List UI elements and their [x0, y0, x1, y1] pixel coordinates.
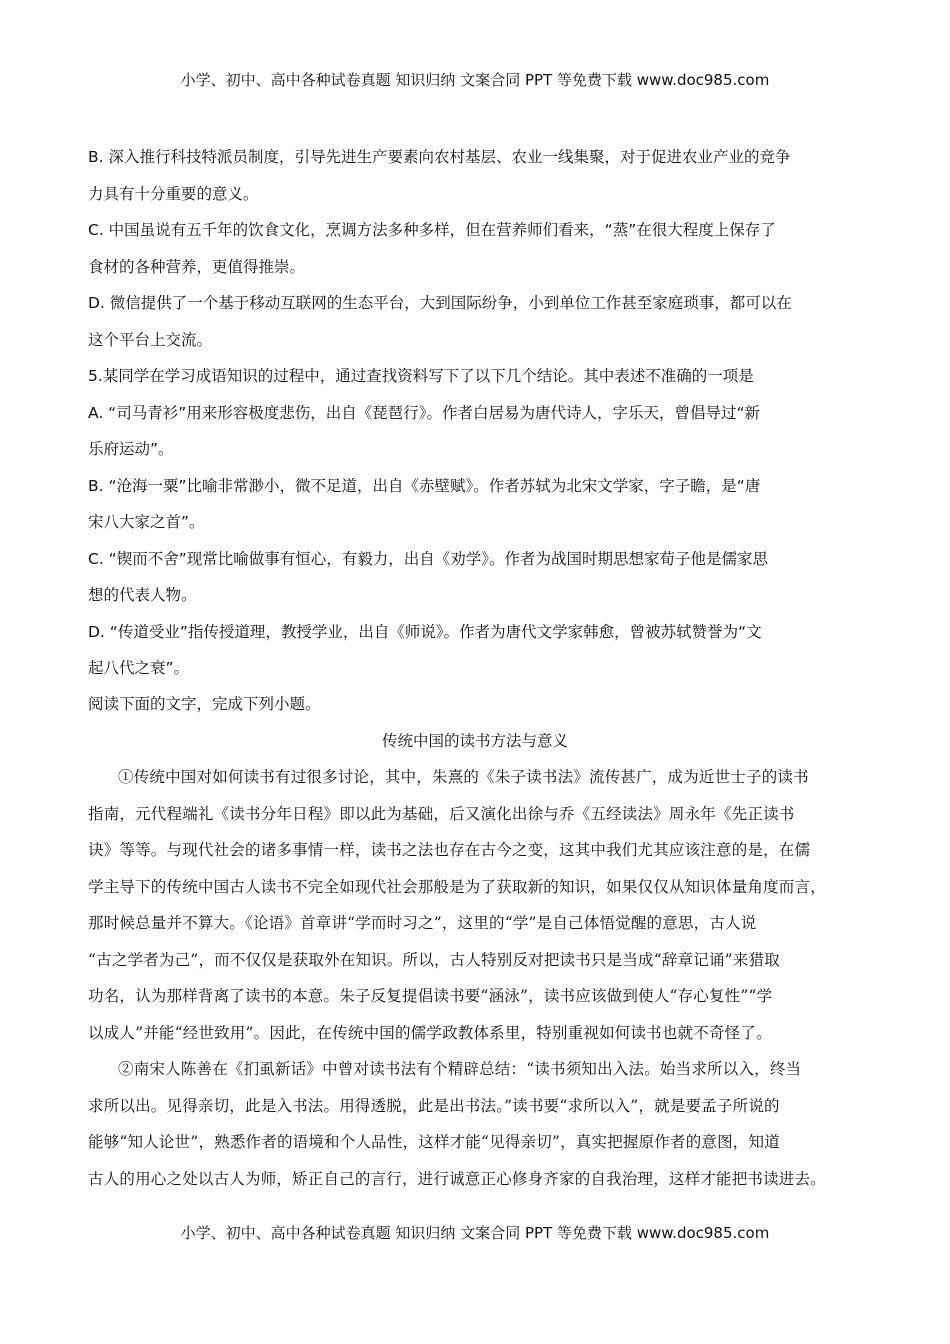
q5-option-c-line-2: 想的代表人物。: [88, 586, 197, 604]
q5-option-a-line-2: 乐府运动”。: [88, 440, 174, 458]
paragraph-2-line-1: ②南宋人陈善在《扪虱新话》中曾对读书法有个精辟总结：“读书须知出入法。始当求所以入，终当: [118, 1060, 802, 1078]
paragraph-1-line-8: 以成人”并能“经世致用”。因此，在传统中国的儒学政教体系里，特别重视如何读书也就不奇怪了。: [88, 1024, 772, 1042]
page-header: 小学、初中、高中各种试卷真题 知识归纳 文案合同 PPT 等免费下载 www.doc985.com: [180, 71, 770, 89]
paragraph-2-line-3: 能够“知人论世”，熟悉作者的语境和个人品性，这样才能“见得亲切”，真实把握原作者的意图，知道: [88, 1133, 780, 1151]
paragraph-1-line-2: 指南，元代程端礼《读书分年日程》即以此为基础，后又演化出徐与乔《五经读法》周永年《先正读书: [88, 805, 795, 823]
q5-option-a-line-1: A. “司马青衫”用来形容极度悲伤，出自《琵琶行》。作者白居易为唐代诗人，字乐天，曾倡导过“新: [88, 404, 761, 422]
q5-option-b-line-1: B. “沧海一粟”比喻非常渺小，微不足道，出自《赤壁赋》。作者苏轼为北宋文学家，字子瞻，是“唐: [88, 477, 761, 495]
q5-option-b-line-2: 宋八大家之首”。: [88, 513, 205, 531]
q5-option-d-line-1: D. “传道受业”指传授道理，教授学业，出自《师说》。作者为唐代文学家韩愈，曾被苏轼赞誉为“文: [88, 623, 762, 641]
q4-option-d-line-2: 这个平台上交流。: [88, 331, 213, 349]
paragraph-1-line-5: 那时候总量并不算大。《论语》首章讲“学而时习之”，这里的“学”是自己体悟觉醒的意思，古人说: [88, 914, 757, 932]
q4-option-d-line-1: D. 微信提供了一个基于移动互联网的生态平台，大到国际纷争，小到单位工作甚至家庭琐事，都可以在: [88, 294, 792, 312]
q4-option-b-line-2: 力具有十分重要的意义。: [88, 185, 259, 203]
paragraph-1-line-1: ①传统中国对如何读书有过很多讨论，其中，朱熹的《朱子读书法》流传甚广，成为近世士子的读书: [118, 768, 809, 786]
q4-option-c-line-2: 食材的各种营养，更值得推崇。: [88, 258, 306, 276]
paragraph-1-line-6: “古之学者为己”，而不仅仅是获取外在知识。所以，古人特别反对把读书只是当成“辞章记诵”来猎取: [88, 951, 780, 969]
paragraph-2-line-2: 求所以出。见得亲切，此是入书法。用得透脱，此是出书法。”读书要“求所以入”，就是要孟子所说的: [88, 1097, 780, 1115]
q5-stem: 5.某同学在学习成语知识的过程中，通过查找资料写下了以下几个结论。其中表述不准确的一项是: [88, 367, 754, 385]
article-title: 传统中国的读书方法与意义: [381, 732, 568, 750]
q5-option-c-line-1: C. “锲而不舍”现常比喻做事有恒心，有毅力，出自《劝学》。作者为战国时期思想家荀子他是儒家思: [88, 550, 768, 568]
q4-option-c-line-1: C. 中国虽说有五千年的饮食文化，烹调方法多种多样，但在营养师们看来，“蒸”在很大程度上保存了: [88, 221, 776, 239]
paragraph-1-line-3: 诀》等等。与现代社会的诸多事情一样，读书之法也存在古今之变，这其中我们尤其应该注意的是，在儒: [88, 841, 811, 859]
paragraph-1-line-4: 学主导下的传统中国古人读书不完全如现代社会那般是为了获取新的知识，如果仅仅从知识体量角度而言，: [88, 878, 826, 896]
reading-prompt: 阅读下面的文字，完成下列小题。: [88, 695, 321, 713]
paragraph-2-line-4: 古人的用心之处以古人为师，矫正自己的言行，进行诚意正心修身齐家的自我治理，这样才能把书读进去。: [88, 1170, 826, 1188]
paragraph-1-line-7: 功名，认为那样背离了读书的本意。朱子反复提倡读书要“涵泳”，读书应该做到使人“存心复性”“学: [88, 987, 773, 1005]
q4-option-b-line-1: B. 深入推行科技特派员制度，引导先进生产要素向农村基层、农业一线集聚，对于促进农业产业的竞争: [88, 148, 791, 166]
page-footer: 小学、初中、高中各种试卷真题 知识归纳 文案合同 PPT 等免费下载 www.doc985.com: [180, 1224, 770, 1242]
q5-option-d-line-2: 起八代之衰”。: [88, 659, 190, 677]
